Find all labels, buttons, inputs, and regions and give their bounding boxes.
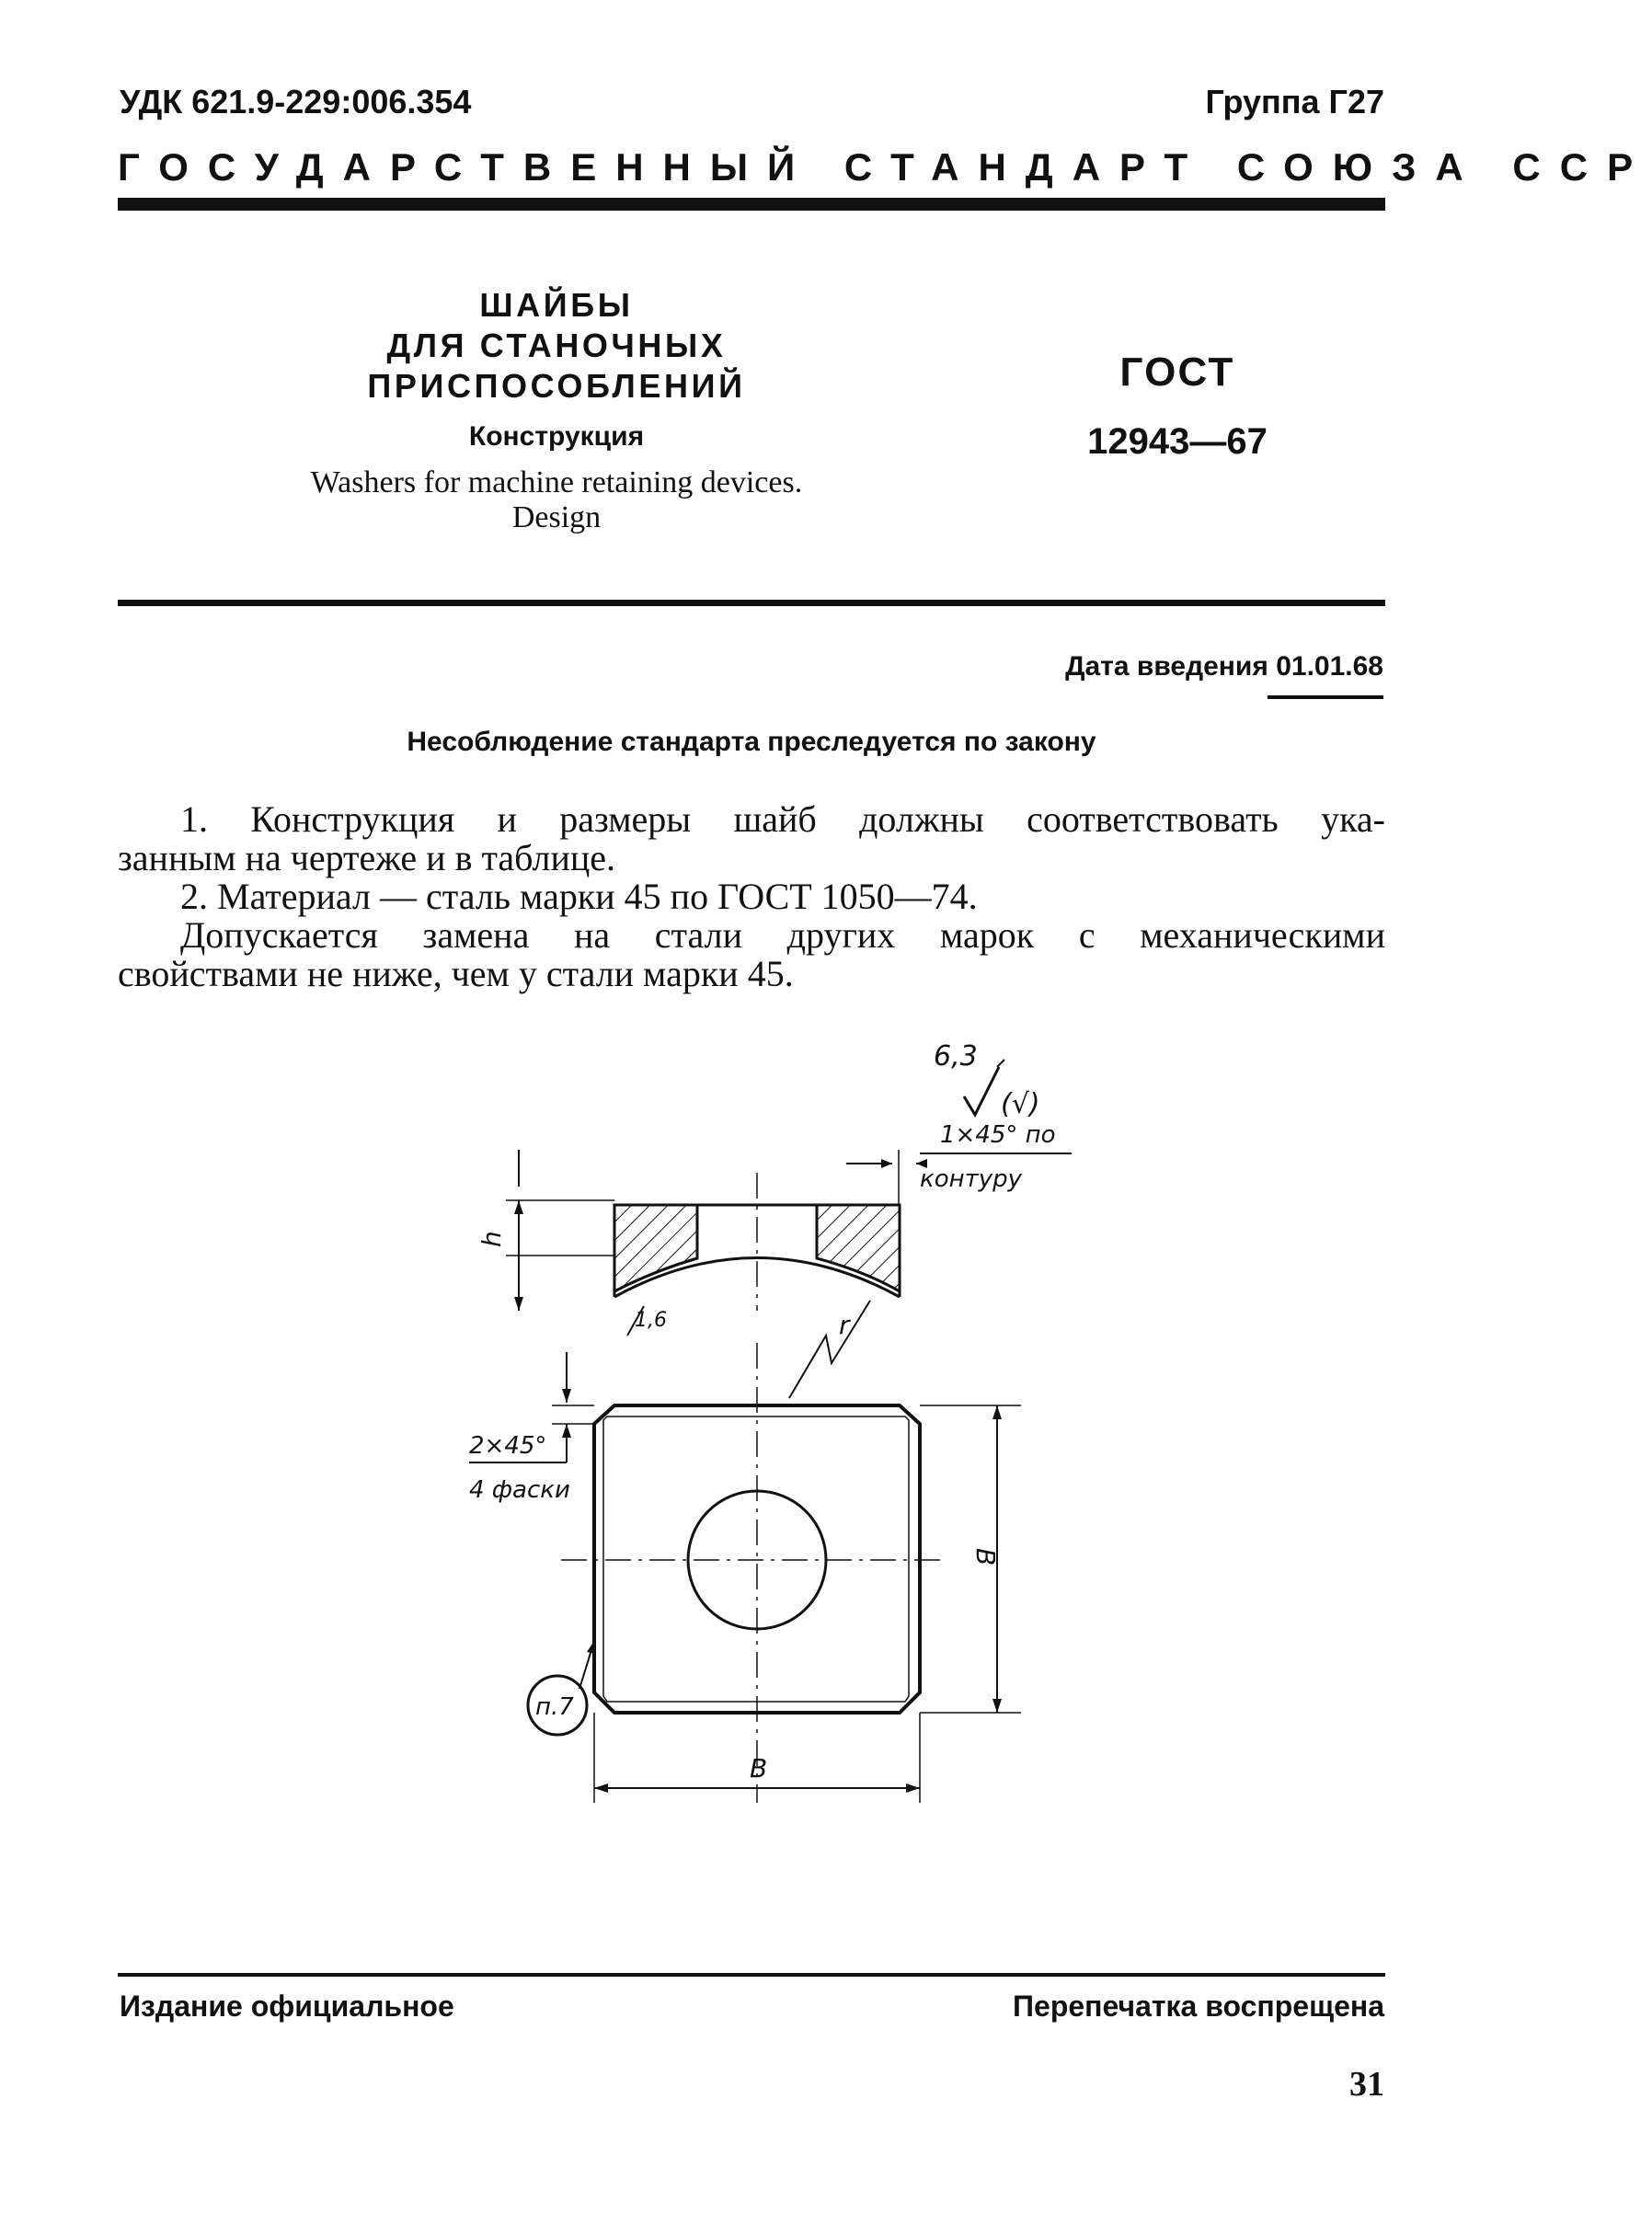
edition-note: Издание официальное	[120, 1990, 454, 2023]
chamfer-corner-line-2: 4 фаски	[469, 1476, 570, 1504]
footer-rule	[118, 1973, 1385, 1977]
reprint-note: Перепечатка воспрещена	[1013, 1990, 1384, 2023]
paragraph-3-line-2: свойствами не ниже, чем у стали марки 45.	[118, 953, 794, 994]
roughness-symbol	[934, 1040, 1040, 1120]
introduction-date	[1065, 651, 1383, 682]
page-number: 31	[1349, 2065, 1384, 2104]
roughness-bottom: 1,6	[635, 1309, 667, 1332]
english-title-line-1: Washers for machine retaining devices.	[310, 465, 803, 499]
washer-plan-view	[469, 1343, 1021, 1803]
group-code: Группа Г27	[1205, 83, 1384, 120]
subtitle: Конструкция	[468, 421, 645, 452]
chamfer-top-line-2: контуру	[920, 1165, 1023, 1193]
title-line-3: ПРИСПОСОБЛЕНИЙ	[367, 367, 746, 405]
radius-label: r	[839, 1310, 850, 1340]
legal-notice: Несоблюдение стандарта преследуется по закону	[407, 727, 1096, 757]
english-title	[235, 465, 878, 535]
height-label: h	[476, 1231, 507, 1247]
header-rule	[118, 198, 1385, 211]
paragraph-1-line-2: занным на чертеже и в таблице.	[118, 837, 616, 878]
width-label-vertical: B	[970, 1548, 1001, 1566]
roughness-value: 6,3	[934, 1040, 978, 1072]
chamfer-corner-line-1: 2×45°	[469, 1432, 547, 1460]
title-line-1: ШАЙБЫ	[479, 286, 634, 324]
english-title-line-2: Design	[511, 500, 602, 534]
paragraph-1-line-1: 1. Конструкция и размеры шайб должны соответствовать ука-	[180, 798, 1385, 840]
gost-number: 12943—67	[1087, 421, 1268, 462]
date-label: Дата введения	[1065, 651, 1268, 682]
chamfer-contour-label	[846, 1121, 1072, 1205]
title-block	[235, 285, 878, 535]
gost-label: ГОСТ	[1119, 350, 1235, 395]
date-value: 01.01.68	[1276, 651, 1383, 682]
chamfer-top-line-1: 1×45° по	[940, 1121, 1056, 1149]
date-underline	[1268, 695, 1383, 699]
state-standard-heading: ГОСУДАРСТВЕННЫЙ СТАНДАРТ СОЮЗА ССР	[118, 145, 1652, 189]
paragraph-2: 2. Материал — сталь марки 45 по ГОСТ 1050—74.	[180, 876, 978, 917]
title-line-2: ДЛЯ СТАНОЧНЫХ	[386, 327, 727, 364]
roughness-paren: (√)	[1001, 1088, 1040, 1120]
width-label-horizontal: B	[750, 1753, 768, 1783]
gost-block	[1058, 350, 1297, 463]
reference-label: п.7	[535, 1693, 574, 1721]
washer-drawing	[460, 1030, 1159, 1830]
title-rule	[118, 600, 1385, 606]
paragraph-3-line-1: Допускается замена на стали других марок с механическими	[180, 914, 1385, 956]
body-text	[118, 800, 1385, 993]
washer-section-view	[476, 1150, 900, 1398]
udk-code: УДК 621.9-229:006.354	[120, 83, 472, 120]
